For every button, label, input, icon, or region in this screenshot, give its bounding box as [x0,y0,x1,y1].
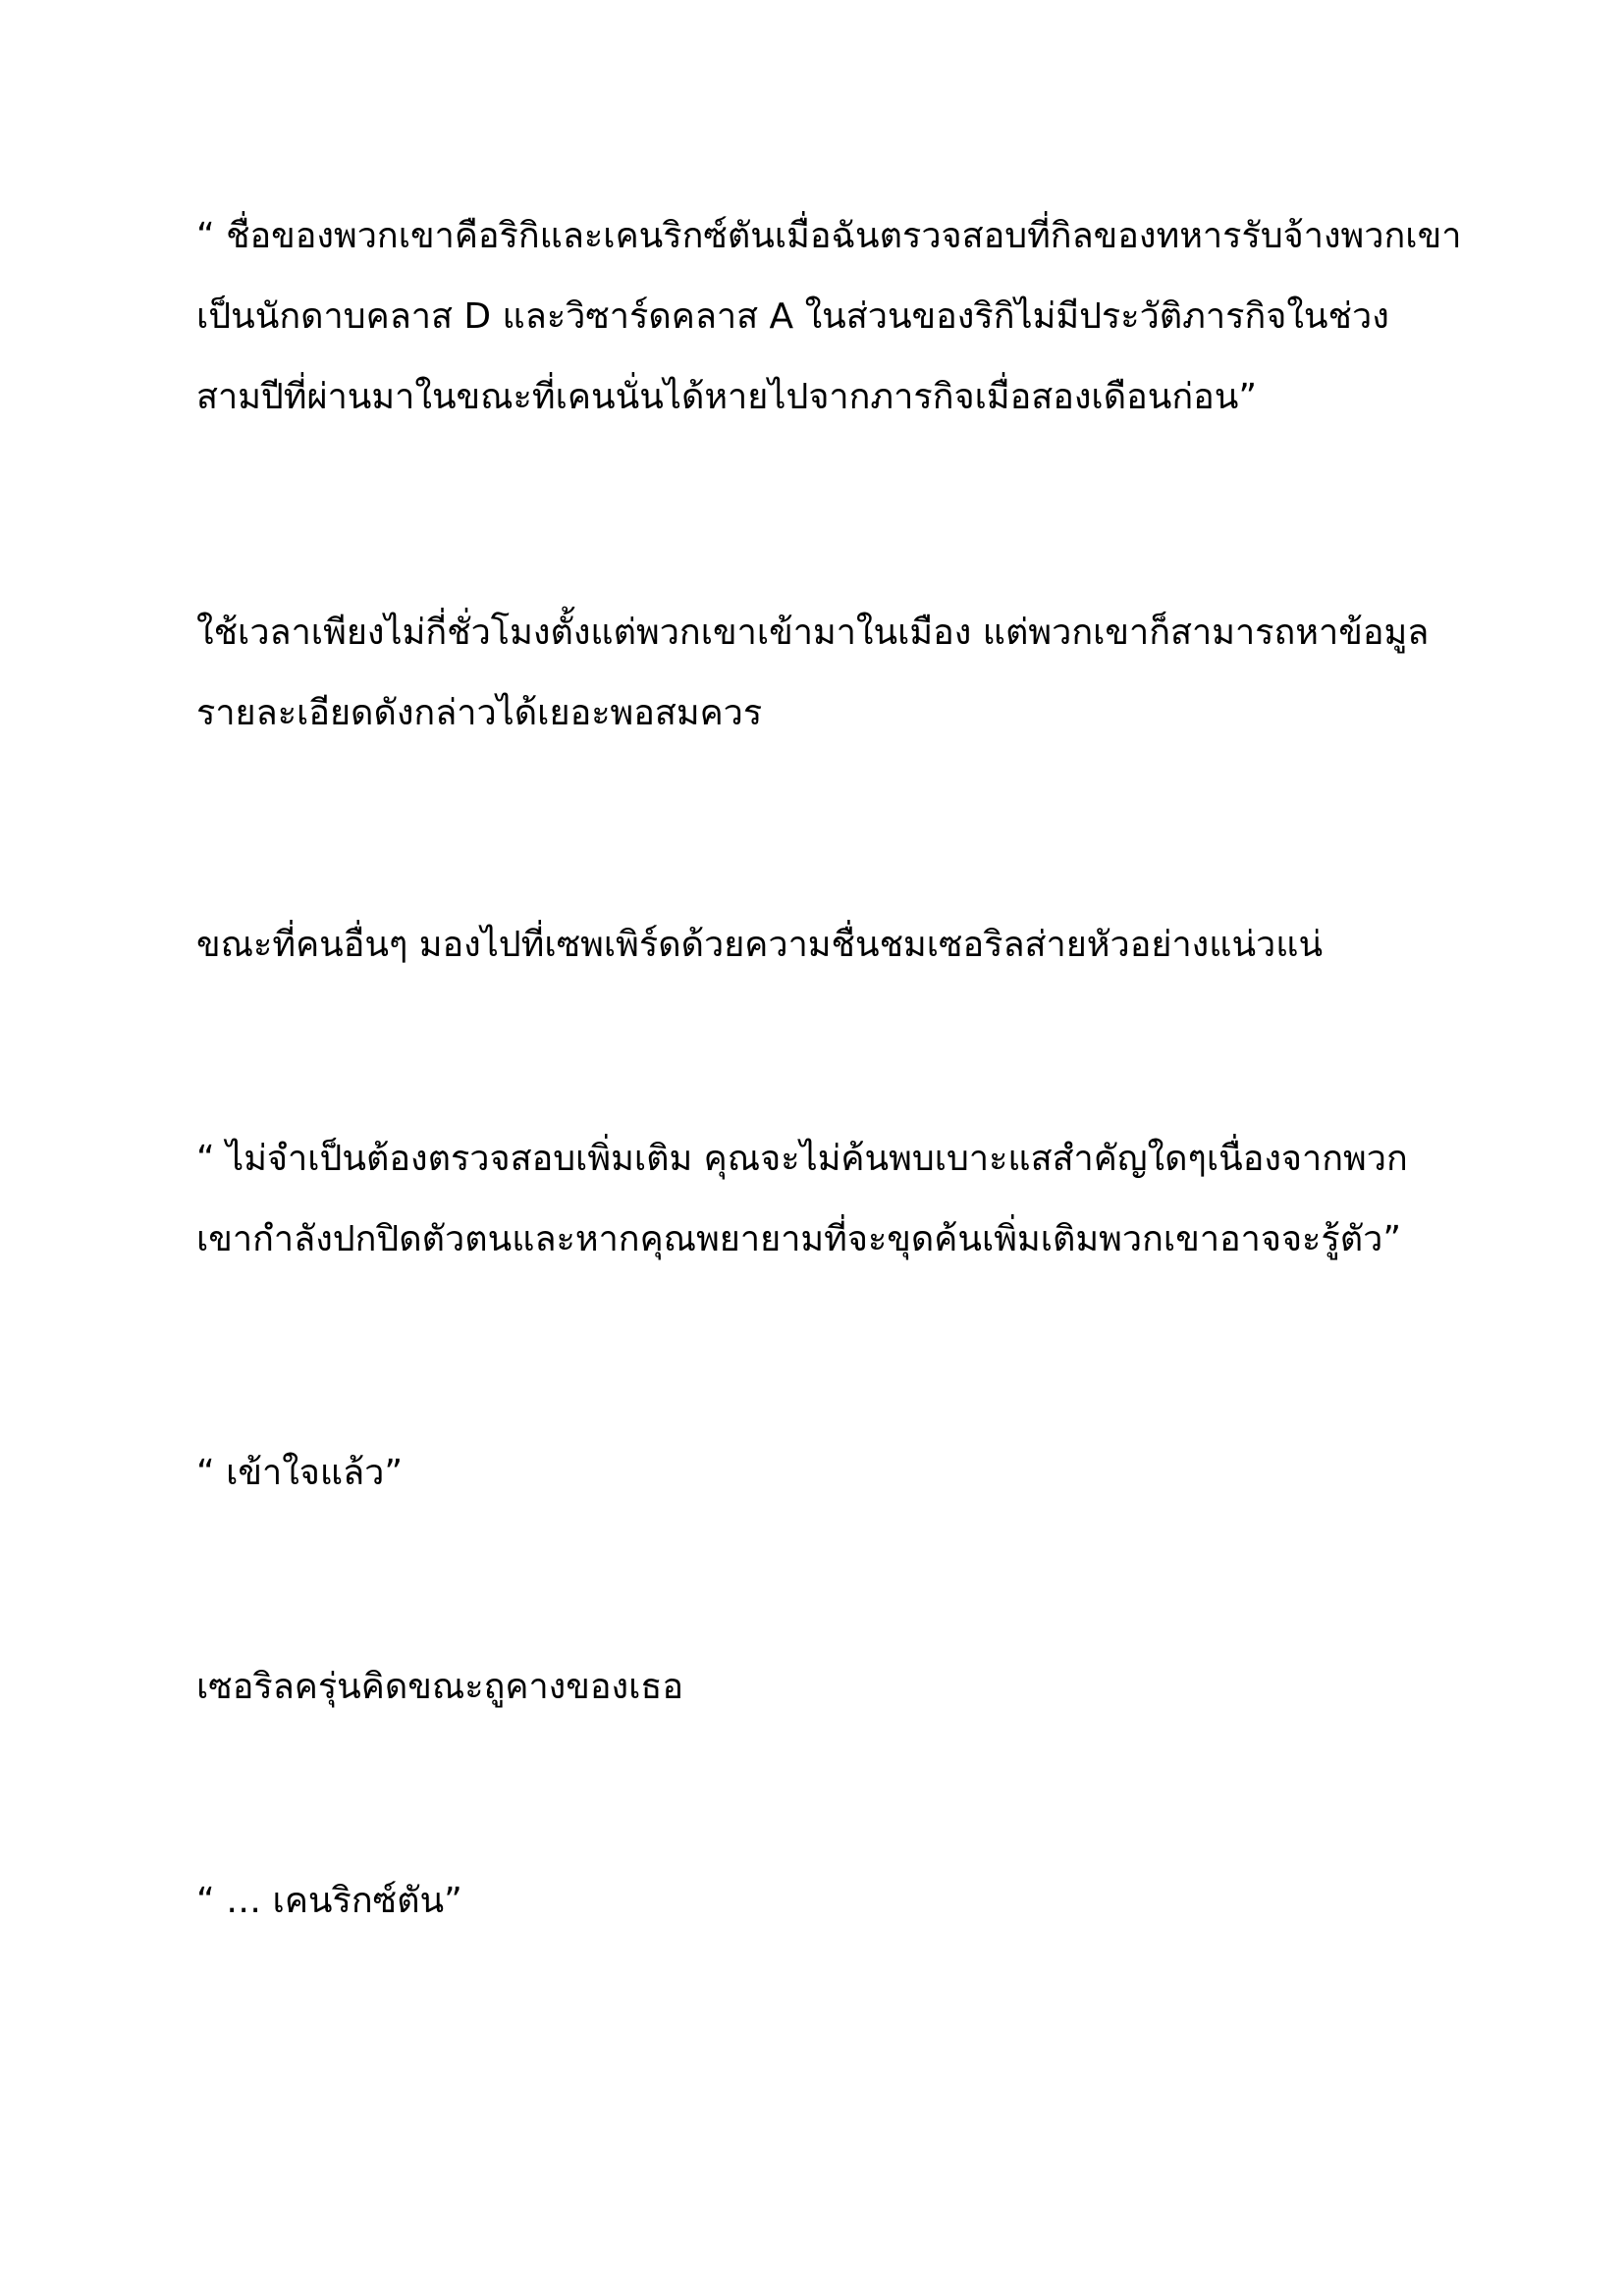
text-line: ขณะที่คนอื่นๆ มองไปที่เซพเพิร์ดด้วยความชื่นชมเซอริลส่ายหัวอย่างแน่วแน่ [196,925,1324,965]
text-line: รายละเอียดดังกล่าวได้เยอะพอสมควร [196,693,763,733]
text-line: “ ชื่อของพวกเขาคือริกิและเคนริกซ์ตันเมื่อฉันตรวจสอบที่กิลของทหารรับจ้างพวกเขา [196,216,1462,256]
paragraph-dialogue [196,1433,1473,1514]
text-line: ใช้เวลาเพียงไม่กี่ชั่วโมงตั้งแต่พวกเขาเข้ามาในเมือง แต่พวกเขาก็สามารถหาข้อมูล [196,613,1430,653]
paragraph-narration [196,1647,1473,1728]
text-line: เซอริลครุ่นคิดขณะถูคางของเธอ [196,1667,683,1707]
text-line: สามปีที่ผ่านมาในขณะที่เคนนั่นได้หายไปจากภารกิจเมื่อสองเดือนก่อน” [196,377,1258,417]
text-line: เขากำลังปกปิดตัวตนและหากคุณพยายามที่จะขุดค้นเพิ่มเติมพวกเขาอาจจะรู้ตัว” [196,1219,1401,1259]
paragraph-report [196,196,1473,438]
paragraph-narration [196,593,1473,754]
text-line: “ เข้าใจแล้ว” [196,1453,404,1493]
text-line: เป็นนักดาบคลาส D และวิซาร์ดคลาส A ในส่วนของริกิไม่มีประวัติภารกิจในช่วง [196,296,1389,337]
text-line: “ ไม่จำเป็นต้องตรวจสอบเพิ่มเติม คุณจะไม่ค้นพบเบาะแสสำคัญใดๆเนื่องจากพวก [196,1139,1408,1179]
text-line: “ … เคนริกซ์ตัน” [196,1881,462,1921]
paragraph-dialogue [196,1119,1473,1280]
paragraph-dialogue [196,1861,1473,1942]
paragraph-narration [196,905,1473,986]
